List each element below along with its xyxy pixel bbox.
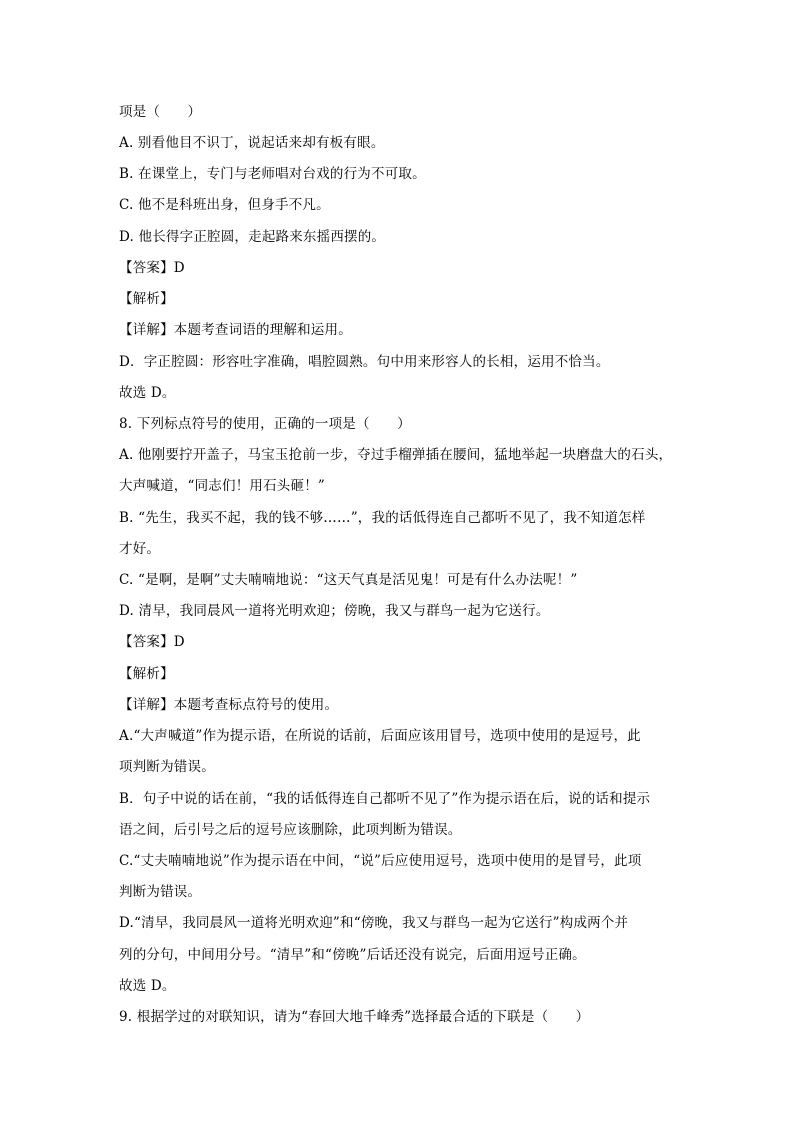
text-line: D. 清早，我同晨风一道将光明欢迎；傍晚，我又与群鸟一起为它送行。: [119, 603, 550, 619]
text-line: B．句子中说的话在前，“我的话低得连自己都听不见了”作为提示语在后，说的话和提示: [119, 791, 651, 807]
question-title: 8. 下列标点符号的使用，正确的一项是（ ）: [119, 416, 411, 432]
text-line: A. 别看他目不识丁，说起话来却有板有眼。: [119, 135, 385, 151]
text-line: 项是（ ）: [119, 104, 202, 120]
analysis-label: 【解析】: [119, 291, 174, 307]
detail-label: 【详解】本题考查标点符号的使用。: [119, 697, 339, 713]
text-line: 大声喊道，“同志们！用石头砸！”: [119, 478, 326, 494]
text-line: C. 他不是科班出身，但身手不凡。: [119, 197, 330, 213]
question-title: 9. 根据学过的对联知识，请为“春回大地千峰秀”选择最合适的下联是（ ）: [119, 1009, 590, 1025]
analysis-label: 【解析】: [119, 666, 174, 682]
text-line: D．字正腔圆：形容吐字准确，唱腔圆熟。句中用来形容人的长相，运用不恰当。: [119, 354, 610, 370]
answer-label: 【答案】D: [119, 260, 185, 276]
detail-label: 【详解】本题考查词语的理解和运用。: [119, 322, 352, 338]
text-line: 列的分句，中间用分号。“清早”和“傍晚”后话还没有说完，后面用逗号正确。: [119, 947, 586, 963]
text-line: 语之间，后引号之后的逗号应该删除，此项判断为错误。: [119, 822, 462, 838]
answer-label: 【答案】D: [119, 634, 185, 650]
text-line: A.“大声喊道”作为提示语，在所说的话前，后面应该用冒号，选项中使用的是逗号，此: [119, 728, 641, 744]
text-line: 故选 D。: [119, 385, 176, 401]
text-line: C.“丈夫喃喃地说”作为提示语在中间，“说”后应使用逗号，选项中使用的是冒号，此项: [119, 853, 642, 869]
text-line: C. “是啊，是啊”丈夫喃喃地说：“这天气真是活见鬼！可是有什么办法呢！”: [119, 572, 578, 588]
text-line: 项判断为错误。: [119, 759, 215, 775]
text-line: D. 他长得字正腔圆，走起路来东摇西摆的。: [119, 229, 386, 245]
text-line: B. 在课堂上，专门与老师唱对台戏的行为不可取。: [119, 166, 426, 182]
text-line: 判断为错误。: [119, 884, 202, 900]
text-line: B. “先生，我买不起，我的钱不够……”，我的话低得连自己都听不见了，我不知道怎样: [119, 510, 646, 526]
text-line: 才好。: [119, 541, 161, 557]
text-line: 故选 D。: [119, 978, 176, 994]
text-line: A. 他刚要拧开盖子，马宝玉抢前一步，夺过手榴弹插在腰间，猛地举起一块磨盘大的石头，: [119, 447, 673, 463]
text-line: D.“清早，我同晨风一道将光明欢迎”和“傍晚，我又与群鸟一起为它送行”构成两个并: [119, 915, 629, 931]
